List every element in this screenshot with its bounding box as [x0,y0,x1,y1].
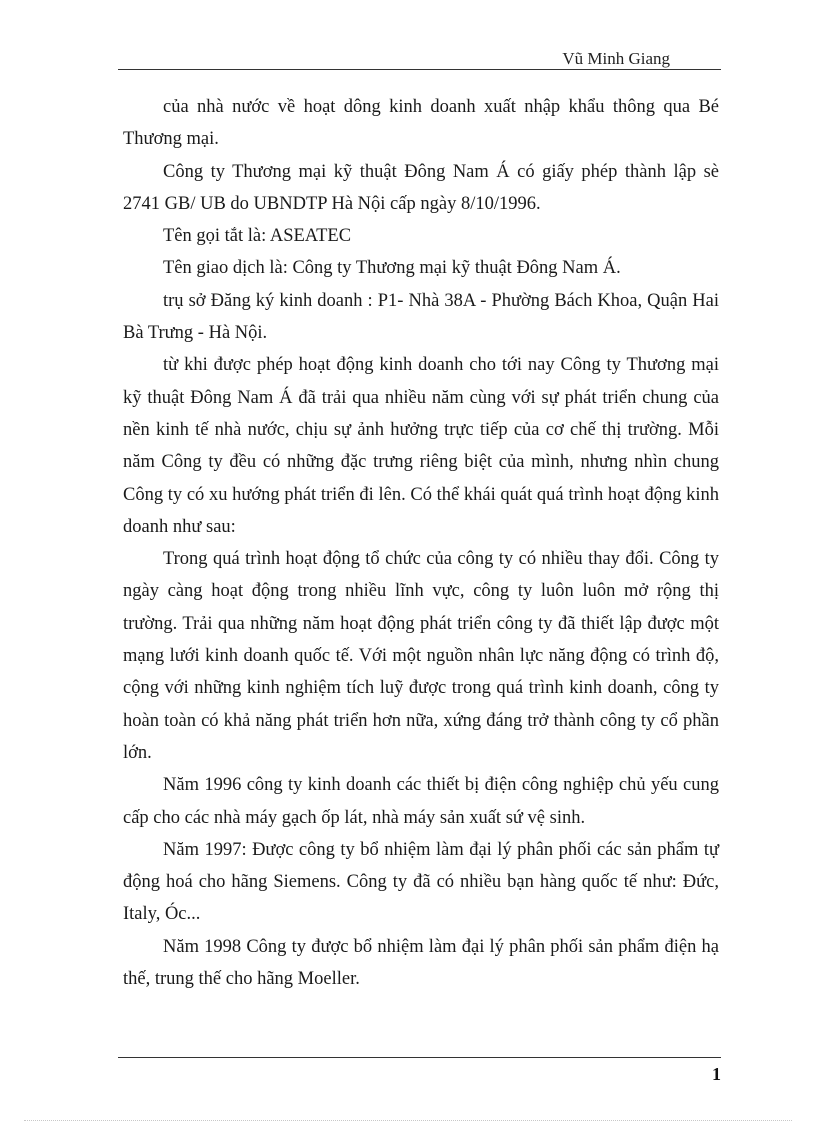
paragraph: trụ sở Đăng ký kinh doanh : P1- Nhà 38A - Phường Bách Khoa, Quận Hai Bà Trưng - Hà Nội. [123,290,719,344]
body-text [123,91,719,995]
header-author: Vũ Minh Giang [562,49,670,68]
paragraph: Tên gọi tắt là: ASEATEC [163,226,352,247]
paragraph: từ khi được phép hoạt động kinh doanh cho tới nay Công ty Thương mại kỹ thuật Đông Nam Á đã trải qua nhiều năm cùng với sự phát triển chung của nền kinh tế nhà nước, chịu sự ảnh hưởng trực tiếp của cơ chế thị trường. Mỗi năm Công ty đều có những đặc trưng riêng biệt của mình, nhưng nhìn chung Công ty có xu hướng phát triển đi lên. Có thể khái quát quá trình hoạt động kinh doanh như sau: [123,355,719,537]
page-number: 1 [712,1064,721,1084]
footer-rule [118,1057,721,1058]
paragraph: Tên giao dịch là: Công ty Thương mại kỹ thuật Đông Nam Á. [163,258,621,279]
paragraph: của nhà nước về hoạt dông kinh doanh xuất nhập khẩu thông qua Bé Thương mại. [123,97,719,150]
paragraph: Năm 1998 Công ty được bổ nhiệm làm đại lý phân phối sản phẩm điện hạ thế, trung thế cho hãng Moeller. [123,936,719,990]
header-rule [118,69,721,70]
paragraph: Trong quá trình hoạt động tổ chức của công ty có nhiều thay đổi. Công ty ngày càng hoạt động trong nhiều lĩnh vực, công ty luôn luôn mở rộng thị trường. Trải qua những năm hoạt động phát triển công ty đã thiết lập được một mạng lưới kinh doanh quốc tế. Với một nguồn nhân lực năng động có trình độ, cộng với những kinh nghiệm tích luỹ được trong quá trình kinh doanh, công ty hoàn toàn có khả năng phát triển hơn nữa, xứng đáng trở thành công ty cổ phần lớn. [123,549,719,763]
paragraph: Năm 1997: Được công ty bổ nhiệm làm đại lý phân phối các sản phẩm tự động hoá cho hãng Siemens. Công ty đã có nhiều bạn hàng quốc tế như: Đức, Italy, Óc... [123,839,719,925]
page-bottom-divider [24,1120,792,1121]
paragraph: Công ty Thương mại kỹ thuật Đông Nam Á có giấy phép thành lập sè 2741 GB/ UB do UBNDTP Hà Nội cấp ngày 8/10/1996. [123,161,719,214]
paragraph: Năm 1996 công ty kinh doanh các thiết bị điện công nghiệp chủ yếu cung cấp cho các nhà máy gạch ốp lát, nhà máy sản xuất sứ vệ sinh. [123,775,719,828]
